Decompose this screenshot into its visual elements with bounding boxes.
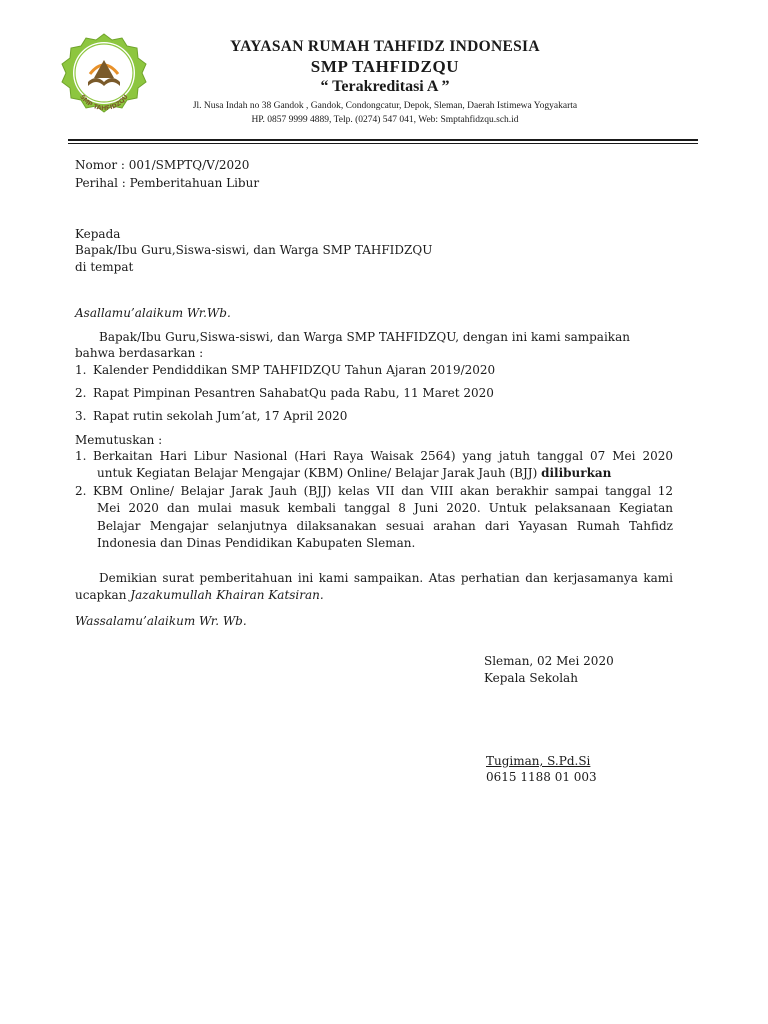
basis-item: Rapat Pimpinan Pesantren SahabatQu pada Rabu, 11 Maret 2020 (93, 386, 494, 400)
closing-line-2: ucapkan Jazakumullah Khairan Katsiran. (75, 588, 324, 602)
school-name: SMP TAHFIDZQU (310, 57, 460, 76)
sign-place-date: Sleman, 02 Mei 2020 (484, 654, 614, 668)
school-contact: HP. 0857 9999 4889, Telp. (0274) 547 041, Web: Smptahfidzqu.sch.id (251, 115, 519, 125)
letterhead-divider-thick (68, 139, 698, 141)
letter-subject: Perihal : Pemberitahuan Libur (75, 176, 260, 190)
basis-item: Rapat rutin sekolah Jum’at, 17 April 2020 (93, 409, 348, 423)
decision-heading: Memutuskan : (75, 433, 163, 447)
sign-nip: 0615 1188 01 003 (486, 770, 597, 784)
letterhead-divider-thin (68, 143, 698, 144)
logo-ring-text: SMP TAHFIDZQU (78, 93, 130, 113)
recipient-name: Bapak/Ibu Guru,Siswa-siswi, dan Warga SMP TAHFIDZQU (75, 243, 433, 257)
intro-line-2: bahwa berdasarkan : (75, 346, 204, 360)
recipient-label: Kepada (75, 227, 121, 241)
accreditation: “ Terakreditasi A ” (320, 78, 450, 95)
closing-line-1: Demikian surat pemberitahuan ini kami sampaikan. Atas perhatian dan kerjasamanya kami (99, 571, 673, 585)
decision-1-line-2: untuk Kegiatan Belajar Mengajar (KBM) Online/ Belajar Jarak Jauh (BJJ) diliburkan (97, 466, 612, 480)
decision-1-line-1: Berkaitan Hari Libur Nasional (Hari Raya Waisak 2564) yang jatuh tanggal 07 Mei 2020 (93, 449, 673, 463)
sign-title: Kepala Sekolah (484, 671, 578, 685)
letter-number: Nomor : 001/SMPTQ/V/2020 (75, 158, 250, 172)
decision-1-emphasis: diliburkan (541, 466, 612, 480)
school-address: Jl. Nusa Indah no 38 Gandok , Gandok, Condongcatur, Depok, Sleman, Daerah Istimewa Yogyakarta (192, 101, 578, 111)
basis-item: Kalender Pendiddikan SMP TAHFIDZQU Tahun Ajaran 2019/2020 (93, 363, 496, 377)
letterhead (130, 38, 640, 127)
basis-number: 1. (75, 363, 87, 377)
closing-greeting: Wassalamu’alaikum Wr. Wb. (75, 614, 247, 628)
decision-2-line-3: Belajar Mengajar selanjutnya dilaksanakan sesuai arahan dari Yayasan Rumah Tahfidz (97, 519, 673, 533)
closing-prayer: Jazakumullah Khairan Katsiran. (130, 588, 324, 602)
decision-2-line-4: Indonesia dan Dinas Pendidikan Kabupaten Sleman. (97, 536, 416, 550)
opening-greeting: Asallamu’alaikum Wr.Wb. (75, 306, 231, 320)
decision-2-line-2: Mei 2020 dan mulai masuk kembali tanggal 8 Juni 2020. Untuk pelaksanaan Kegiatan (97, 501, 673, 515)
sign-name: Tugiman, S.Pd.Si (486, 754, 591, 768)
basis-number: 2. (75, 386, 87, 400)
intro-line-1: Bapak/Ibu Guru,Siswa-siswi, dan Warga SMP TAHFIDZQU, dengan ini kami sampaikan (99, 330, 630, 344)
basis-number: 3. (75, 409, 87, 423)
decision-2-line-1: KBM Online/ Belajar Jarak Jauh (BJJ) kelas VII dan VIII akan berakhir sampai tanggal 12 (93, 484, 673, 498)
recipient-place: di tempat (75, 260, 134, 274)
decision-number: 1. (75, 449, 87, 463)
foundation-name: YAYASAN RUMAH TAHFIDZ INDONESIA (230, 38, 540, 55)
decision-number: 2. (75, 484, 87, 498)
